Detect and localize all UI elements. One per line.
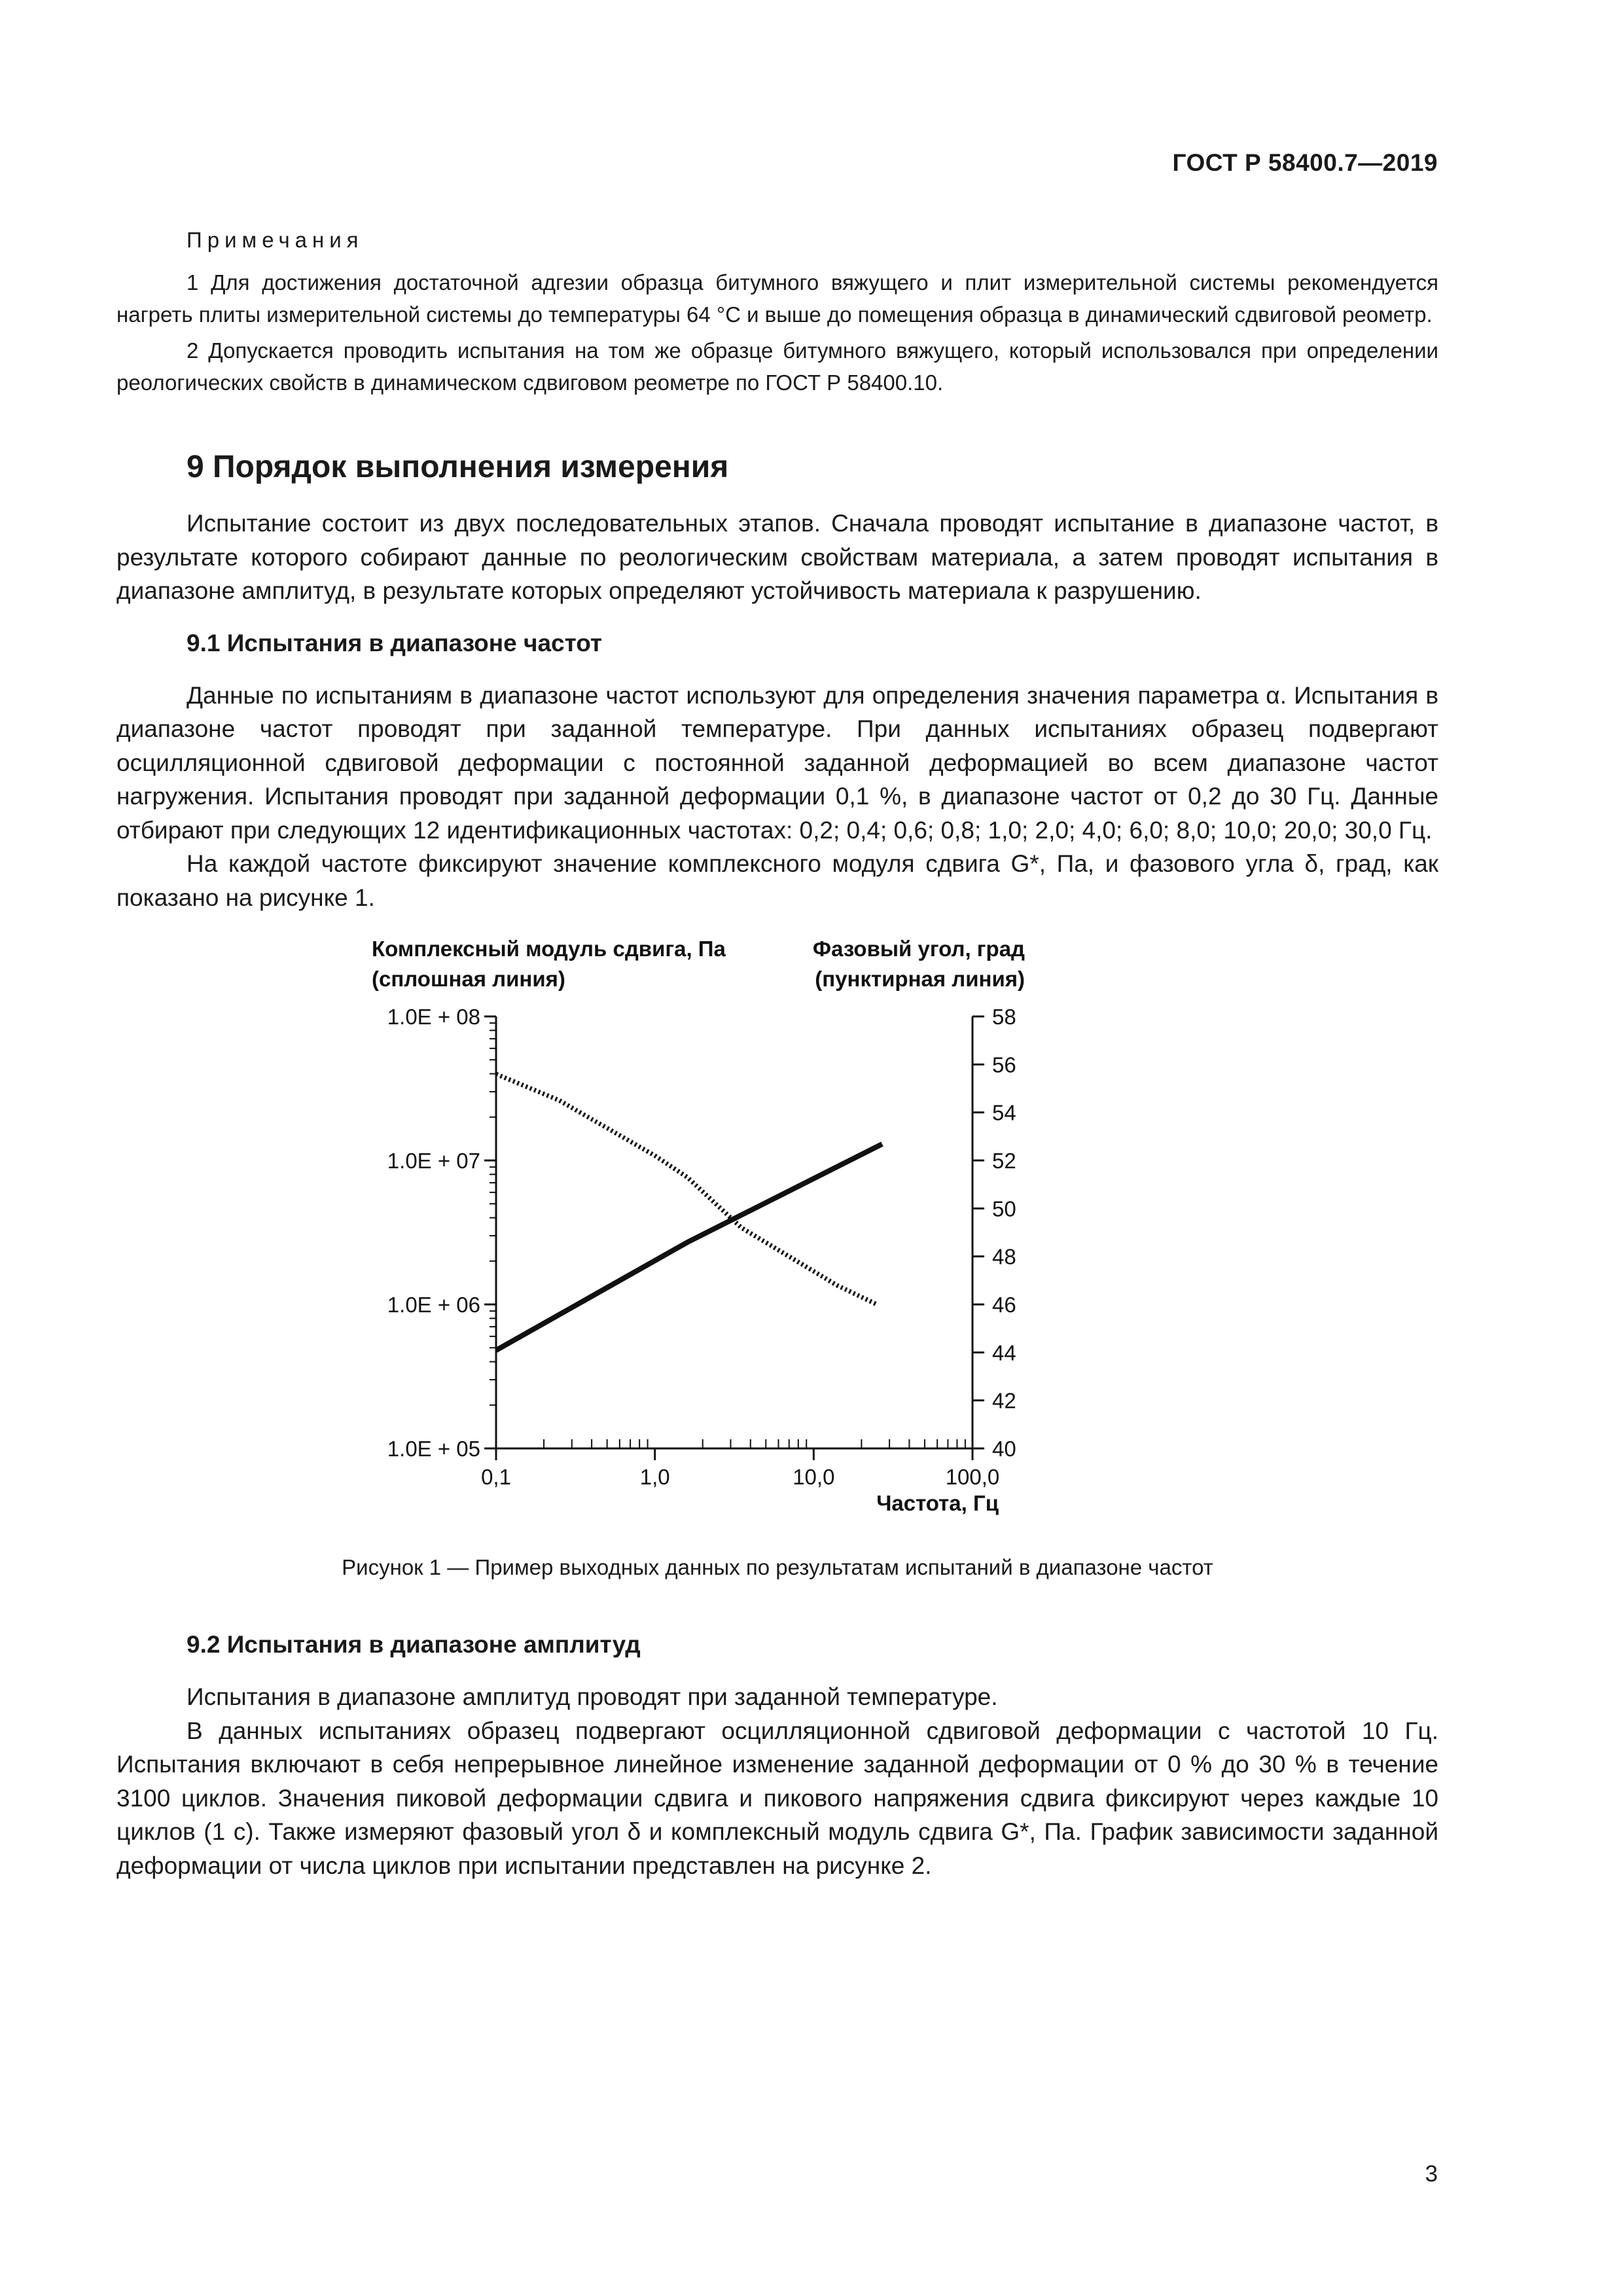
section-9-1-heading: 9.1 Испытания в диапазоне частот (187, 629, 603, 656)
x-axis-title: Частота, Гц (876, 1491, 999, 1515)
left-tick-label: 1.0E + 08 (387, 1005, 480, 1029)
frequency-sweep-chart (365, 931, 1249, 1540)
x-tick-label: 10,0 (793, 1465, 835, 1489)
x-tick-label: 1,0 (639, 1465, 670, 1489)
page-content (116, 226, 1438, 1882)
right-tick-label: 46 (992, 1293, 1016, 1317)
left-axis-title: Комплексный модуль сдвига, Па (372, 937, 726, 961)
right-tick-label: 58 (992, 1005, 1016, 1029)
right-tick-label: 52 (992, 1149, 1016, 1173)
complex-modulus-line (496, 1144, 882, 1350)
right-tick-label: 56 (992, 1052, 1016, 1077)
section-9-heading: 9 Порядок выполнения измерения (187, 450, 729, 484)
section-9-1-paragraph-1: Данные по испытаниям в диапазоне частот используют для определения значения параметра α. Испытания в диапазоне частот проводят при заданной температуре. При данных испытаниях образец подвергают осцилляционной сдвиговой деформации с постоянной заданной деформацией во всем диапазоне частот нагружения. Испытания проводят при заданной деформации 0,1 %, в диапазоне частот от 0,2 до 30 Гц. Данные отбирают при следующих 12 идентификационных частотах: 0,2; 0,4; 0,6; 0,8; 1,0; 2,0; 4,0; 6,0; 8,0; 10,0; 20,0; 30,0 Гц. (116, 681, 1438, 844)
text-run: На каждой частоте фиксируют значение комплексного модуля сдвига G*, Па, и фазового угла δ, град, как показано на рисунке 1. (116, 850, 1438, 911)
right-tick-label: 44 (992, 1340, 1016, 1365)
notes-block (116, 226, 1438, 399)
right-tick-label: 48 (992, 1244, 1016, 1269)
section-9-1-paragraph-2 (116, 847, 1438, 914)
note-item: 1 Для достижения достаточной адгезии образца битумного вяжущего и плит измерительной системы рекомендуется нагреть плиты измерительной системы до температуры 64 °С и выше до помещения образца в динамический сдвиговой реометр. (116, 270, 1438, 327)
right-axis-title: Фазовый угол, град (812, 937, 1025, 961)
figure-1-caption: Рисунок 1 — Пример выходных данных по результатам испытаний в диапазоне частот (342, 1555, 1213, 1579)
section-9-intro: Испытание состоит из двух последовательных этапов. Сначала проводят испытание в диапазоне частот, в результате которого собирают данные по реологическим свойствам материала, а затем проводят испытания в диапазоне амплитуд, в результате которых определяют устойчивость материала к разрушению. (116, 510, 1438, 604)
note-item: 2 Допускается проводить испытания на том же образце битумного вяжущего, который использовался при определении реологических свойств в динамическом сдвиговом реометре по ГОСТ Р 58400.10. (116, 338, 1438, 395)
section-9-2-paragraph-2: В данных испытаниях образец подвергают осцилляционной сдвиговой деформации с частотой 10 Гц. Испытания включают в себя непрерывное линейное изменение заданной деформации от 0 % до 30 % в течение 3100 циклов. Значения пиковой деформации сдвига и пикового напряжения сдвига фиксируют через каждые 10 циклов (1 с). Также измеряют фазовый угол δ и комплексный модуль сдвига G*, Па. График зависимости заданной деформации от числа циклов при испытании представлен на рисунке 2. (116, 1717, 1438, 1879)
phase-angle-line (496, 1074, 877, 1304)
figure-1 (365, 931, 1249, 1540)
notes-title: Примечания (187, 228, 364, 252)
left-tick-label: 1.0E + 07 (387, 1149, 480, 1173)
right-tick-label: 42 (992, 1388, 1016, 1413)
document-code: ГОСТ Р 58400.7—2019 (1172, 149, 1438, 176)
right-tick-label: 50 (992, 1196, 1016, 1221)
x-tick-label: 0,1 (481, 1465, 511, 1489)
section-9-2-paragraph-1: Испытания в диапазоне амплитуд проводят при заданной температуре. (187, 1683, 998, 1710)
left-tick-label: 1.0E + 05 (387, 1437, 480, 1461)
right-tick-label: 54 (992, 1100, 1016, 1125)
right-tick-label: 40 (992, 1437, 1016, 1461)
page-number: 3 (1425, 2161, 1438, 2187)
right-axis-subtitle: (пунктирная линия) (815, 967, 1025, 991)
left-axis-subtitle: (сплошная линия) (372, 967, 565, 991)
section-9-2-heading: 9.2 Испытания в диапазоне амплитуд (187, 1631, 641, 1658)
x-tick-label: 100,0 (945, 1465, 1000, 1489)
left-tick-label: 1.0E + 06 (387, 1293, 480, 1317)
